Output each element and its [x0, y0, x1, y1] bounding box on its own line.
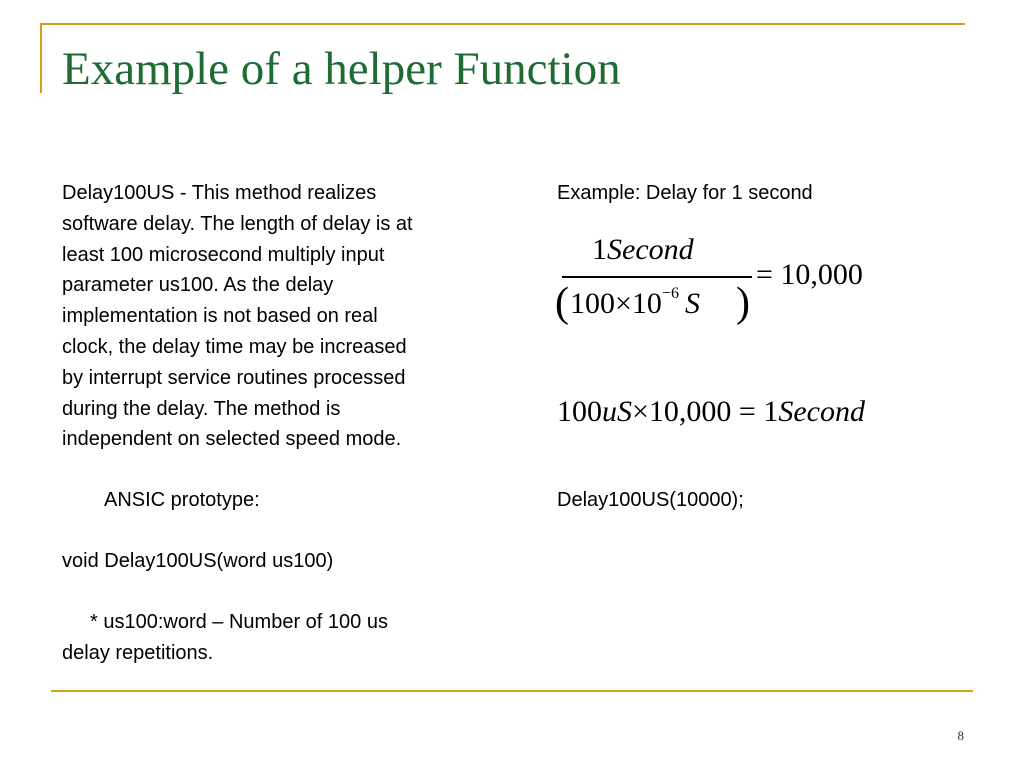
left-accent-line: [40, 23, 42, 93]
parameter-line-2: delay repetitions.: [62, 642, 214, 664]
product-word: Second: [778, 395, 865, 428]
example-heading: Example: Delay for 1 second: [557, 182, 813, 204]
denominator-text: 100×10: [570, 287, 662, 320]
numerator-word: Second: [607, 233, 694, 266]
parameter-line-1: * us100:word – Number of 100 us: [90, 611, 388, 633]
numerator-coefficient: 1: [592, 233, 607, 266]
description-line-6: clock, the delay time may be increased: [62, 336, 407, 358]
description-line-3: least 100 microsecond multiply input: [62, 243, 385, 266]
product-unit: uS: [602, 395, 632, 428]
product-coefficient: 100: [557, 395, 602, 428]
slide-title: Example of a helper Function: [62, 43, 621, 95]
description-line-2: software delay. The length of delay is at: [62, 212, 413, 235]
denominator-unit: S: [684, 287, 700, 320]
bottom-divider-line: [51, 690, 973, 692]
fraction-denominator: [570, 287, 700, 321]
description-line-1: Delay100US - This method realizes: [62, 182, 377, 204]
function-call-example: Delay100US(10000);: [557, 489, 744, 511]
description-line-9: independent on selected speed mode.: [62, 428, 402, 451]
description-line-5: implementation is not based on real: [62, 305, 378, 328]
description-line-8: during the delay. The method is: [62, 397, 341, 420]
right-paren: ): [736, 280, 750, 326]
product-operation: ×10,000 = 1: [632, 395, 779, 428]
prototype-label: ANSIC prototype:: [104, 489, 260, 511]
description-line-7: by interrupt service routines processed: [62, 366, 406, 389]
description-line-4: parameter us100. As the delay: [62, 274, 334, 297]
fraction-bar: [562, 276, 752, 278]
equation-rhs: = 10,000: [756, 258, 863, 291]
top-accent-line: [40, 23, 965, 25]
left-paren: (: [555, 280, 569, 326]
slide-number: 8: [957, 728, 964, 743]
product-equation: [557, 395, 865, 429]
fraction-numerator: [592, 233, 694, 267]
prototype-signature: void Delay100US(word us100): [62, 550, 334, 572]
denominator-exponent: −6: [661, 285, 679, 302]
